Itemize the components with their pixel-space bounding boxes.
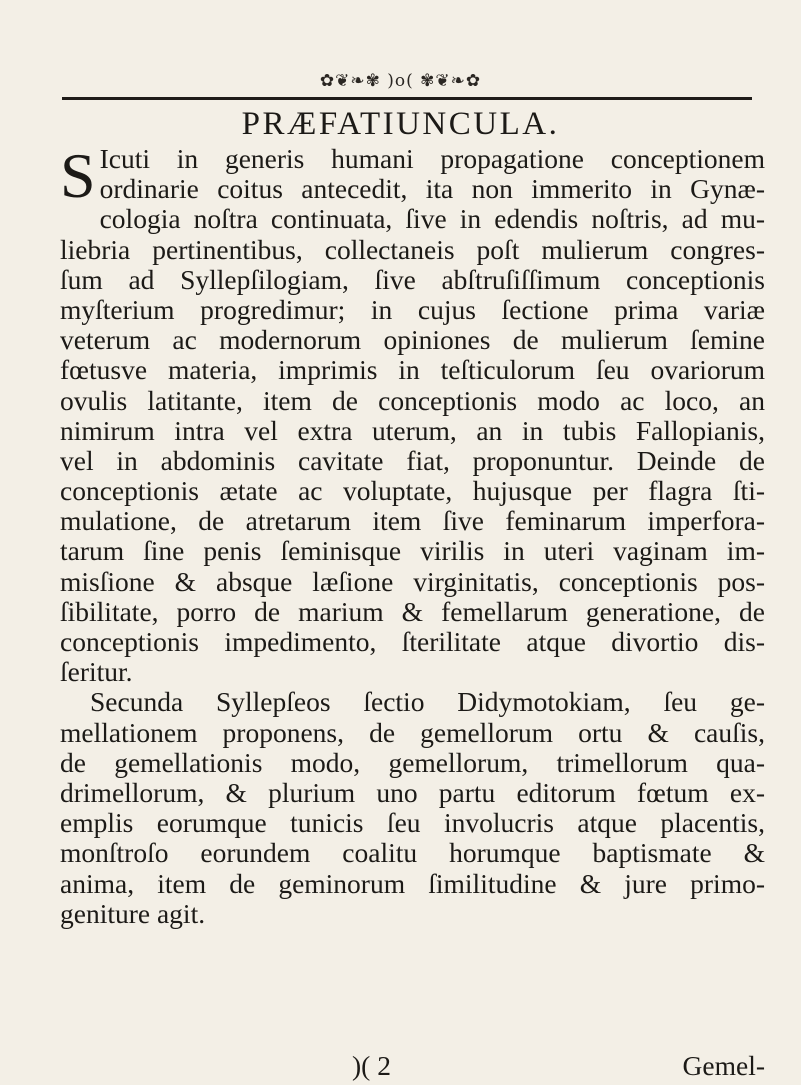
text-line: ſeritur. (60, 656, 133, 688)
text-line: vel in abdominis cavitate fiat, proponuntur. Deinde de (60, 444, 765, 476)
text-line: myſterium progredimur; in cujus ſectione prima variæ (60, 293, 765, 325)
text-line: mulatione, de atretarum item ſive feminarum imperfora- (60, 505, 765, 537)
drop-cap: S (60, 140, 96, 211)
page-title: PRÆFATIUNCULA. (241, 106, 560, 142)
header-ornament: ✿❦❧✾ )o( ✾❦❧✿ (319, 71, 482, 91)
text-line: monſtroſo eorundem coalitu horumque baptismate & (60, 837, 765, 869)
text-line: mellationem proponens, de gemellorum ortu & cauſis, (60, 716, 765, 748)
text-line: ordinarie coitus antecedit, ita non immerito in Gynæ- (99, 173, 765, 205)
text-line: misſione & absque læſione virginitatis, conceptionis pos- (60, 565, 765, 597)
signature-mark: )( 2 (352, 1050, 391, 1081)
text-line: cologia noſtra continuata, ſive in edendis noſtris, ad mu- (99, 203, 765, 235)
body-text (60, 140, 765, 929)
text-line: conceptionis ætate ac voluptate, hujusque per flagra ſti- (60, 475, 765, 507)
text-line: de gemellationis modo, gemellorum, trimellorum qua- (60, 746, 765, 778)
header-rule (62, 97, 752, 100)
text-line: emplis eorumque tunicis ſeu involucris atque placentis, (60, 807, 765, 839)
text-line: Icuti in generis humani propagatione conceptionem (99, 143, 765, 174)
text-line: ſibilitate, porro de marium & femellarum generatione, de (60, 595, 765, 627)
text-line: Secunda Syllepſeos ſectio Didymotokiam, ſeu ge- (90, 686, 765, 718)
text-line: liebria pertinentibus, collectaneis poſt mulierum congres- (60, 233, 765, 265)
text-line: fœtusve materia, imprimis in teſticulorum ſeu ovariorum (60, 354, 765, 386)
text-line: ſum ad Syllepſilogiam, ſive abſtruſiſſimum conceptionis (60, 263, 765, 295)
text-line: geniture agit. (60, 897, 206, 929)
text-line: nimirum intra vel extra uterum, an in tubis Fallopianis, (60, 414, 765, 446)
text-line: conceptionis impedimento, ſterilitate atque divortio dis- (60, 626, 765, 657)
text-line: ovulis latitante, item de conceptionis modo ac loco, an (60, 384, 765, 416)
catchword: Gemel- (682, 1050, 765, 1081)
page-footer (0, 1050, 801, 1084)
text-line: anima, item de geminorum ſimilitudine & jure primo- (60, 867, 765, 899)
text-line: veterum ac modernorum opiniones de mulierum ſemine (60, 324, 765, 356)
text-line: drimellorum, & plurium uno partu editorum fœtum ex- (60, 776, 765, 808)
text-line: tarum ſine penis ſeminisque virilis in uteri vaginam im- (60, 535, 765, 567)
